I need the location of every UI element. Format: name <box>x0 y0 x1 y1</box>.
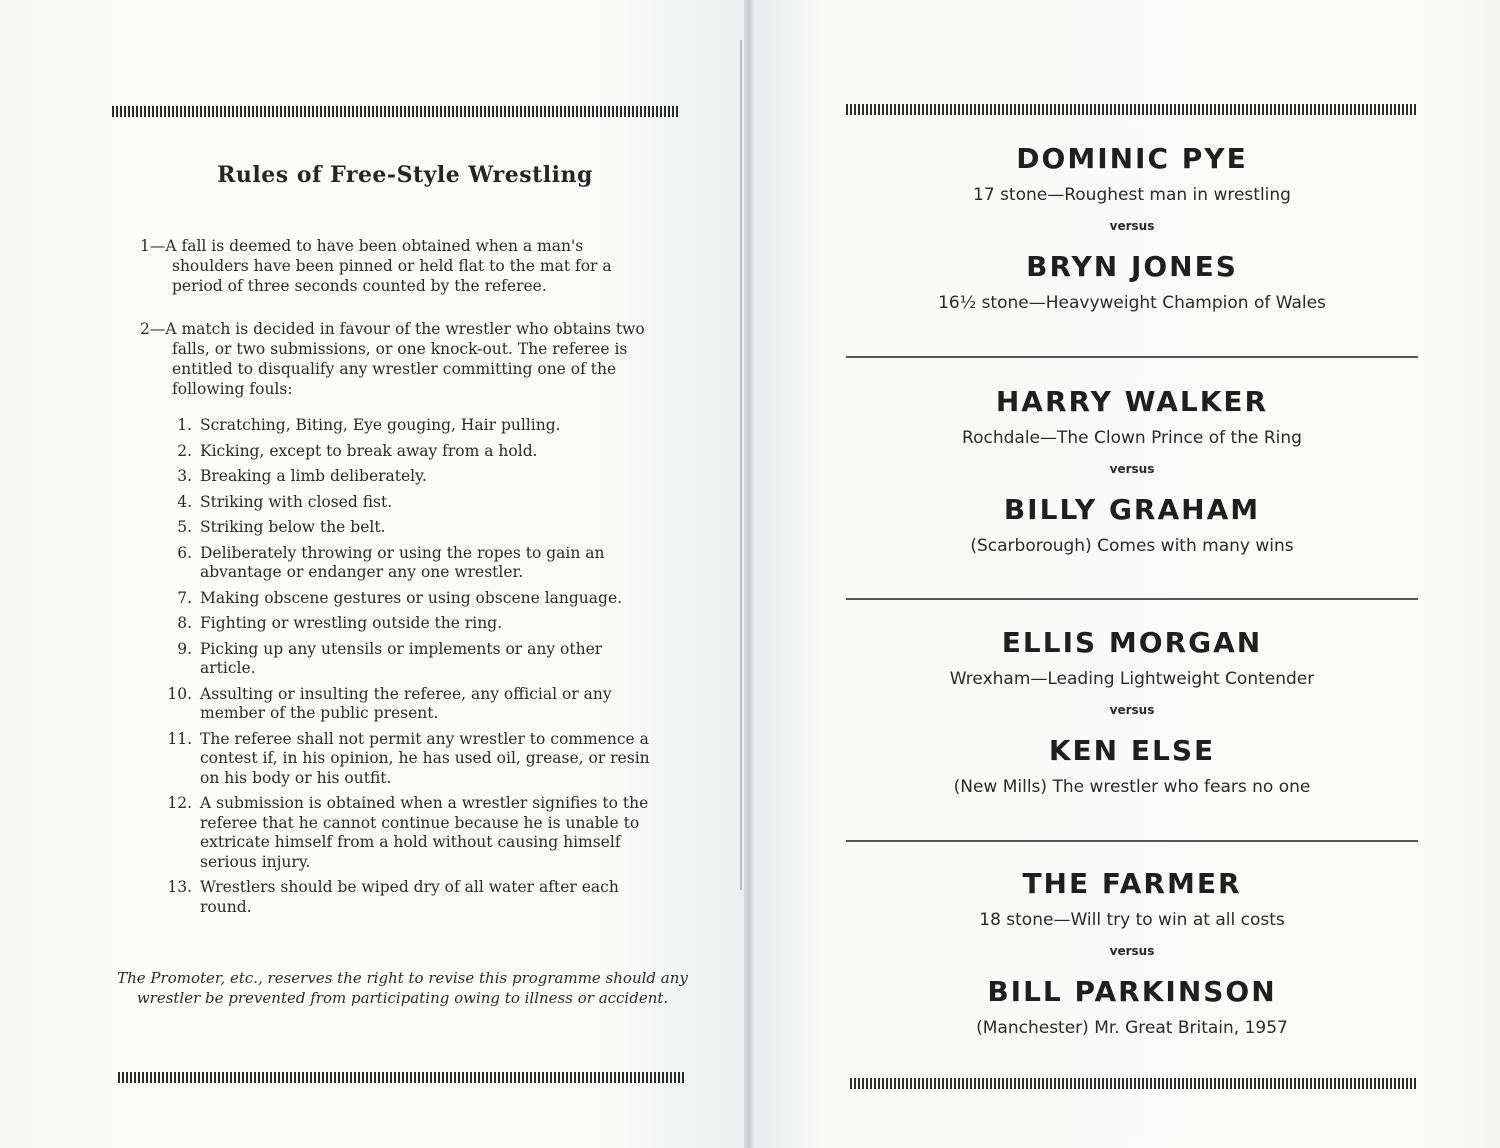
wrestler-name: BILLY GRAHAM <box>1003 493 1261 526</box>
wrestler-description: Rochdale—The Clown Prince of the Ring <box>962 428 1302 448</box>
rules-title: Rules of Free-Style Wrestling <box>217 162 593 188</box>
foul-item: 4. Striking with closed fist. <box>177 492 393 511</box>
rule-2 <box>140 319 646 399</box>
wrestler-description: 17 stone—Roughest man in wrestling <box>973 185 1291 205</box>
wrestler-description: (New Mills) The wrestler who fears no one <box>953 777 1311 797</box>
bout-separator <box>846 356 1418 358</box>
wrestler-description: Wrexham—Leading Lightweight Contender <box>949 669 1315 689</box>
bout-separator <box>846 598 1418 600</box>
bout-1 <box>846 142 1418 314</box>
foul-item: 5. Striking below the belt. <box>177 518 386 536</box>
bout-2 <box>846 385 1418 557</box>
wrestler-description: (Scarborough) Comes with many wins <box>970 536 1294 556</box>
foul-item: 10. Assulting or insulting the referee, any official or any member of the public present. <box>167 684 612 722</box>
foul-item: 2. Kicking, except to break away from a hold. <box>177 441 538 460</box>
foul-item: 11. The referee shall not permit any wrestler to commence a contest if, in his opinion, he has used oil, grease, or resin on his body or his outfit. <box>167 729 650 787</box>
top-border-stripe-left <box>112 106 680 117</box>
top-border-stripe-right <box>846 104 1418 115</box>
wrestler-name: THE FARMER <box>1022 867 1242 900</box>
foul-item: 8. Fighting or wrestling outside the ring. <box>177 614 503 632</box>
rule-1 <box>140 236 646 296</box>
versus-label: versus <box>1109 703 1155 717</box>
wrestler-name: DOMINIC PYE <box>1016 142 1248 175</box>
bout-separator <box>846 840 1418 842</box>
fold-crease <box>740 40 742 890</box>
wrestler-description: 18 stone—Will try to win at all costs <box>979 910 1285 930</box>
bout-3 <box>846 626 1418 798</box>
foul-item: 1. Scratching, Biting, Eye gouging, Hair pulling. <box>177 416 561 434</box>
foul-item: 13. Wrestlers should be wiped dry of all water after each round. <box>167 878 619 916</box>
wrestler-name: HARRY WALKER <box>995 385 1269 418</box>
wrestler-name: ELLIS MORGAN <box>1001 626 1263 659</box>
wrestler-name: KEN ELSE <box>1048 734 1216 767</box>
rule-2-text: 2—A match is decided in favour of the wrestler who obtains two falls, or two submissions, or one knock-out. The referee is entitled to disqualify any wrestler committing one of the following fouls: <box>140 320 645 398</box>
wrestler-name: BILL PARKINSON <box>987 975 1277 1008</box>
fouls-list <box>160 416 650 917</box>
versus-label: versus <box>1109 219 1155 233</box>
bout-4 <box>846 867 1418 1039</box>
bottom-border-stripe-left <box>118 1072 684 1083</box>
foul-item: 12. A submission is obtained when a wrestler signifies to the referee that he cannot continue because he is unable to extricate himself from a hold without causing himself serious injury. <box>167 794 649 871</box>
rule-1-text: 1—A fall is deemed to have been obtained when a man's shoulders have been pinned or held flat to the mat for a period of three seconds counted by the referee. <box>140 237 612 295</box>
foul-item: 9. Picking up any utensils or implements or any other article. <box>177 639 603 677</box>
wrestler-description: 16½ stone—Heavyweight Champion of Wales <box>938 293 1326 313</box>
wrestler-description: (Manchester) Mr. Great Britain, 1957 <box>976 1018 1288 1038</box>
foul-item: 3. Breaking a limb deliberately. <box>177 467 427 485</box>
wrestler-name: BRYN JONES <box>1026 250 1238 283</box>
bottom-border-stripe-right <box>850 1078 1418 1089</box>
foul-item: 6. Deliberately throwing or using the ropes to gain an abvantage or endanger any one wrestler. <box>177 543 605 581</box>
foul-item: 7. Making obscene gestures or using obscene language. <box>177 588 623 607</box>
versus-label: versus <box>1109 944 1155 958</box>
programme-disclaimer: The Promoter, etc., reserves the right to revise this programme should any wrestler be prevented from participating owing to illness or accident. <box>117 969 688 1007</box>
versus-label: versus <box>1109 462 1155 476</box>
center-fold <box>744 0 754 1148</box>
